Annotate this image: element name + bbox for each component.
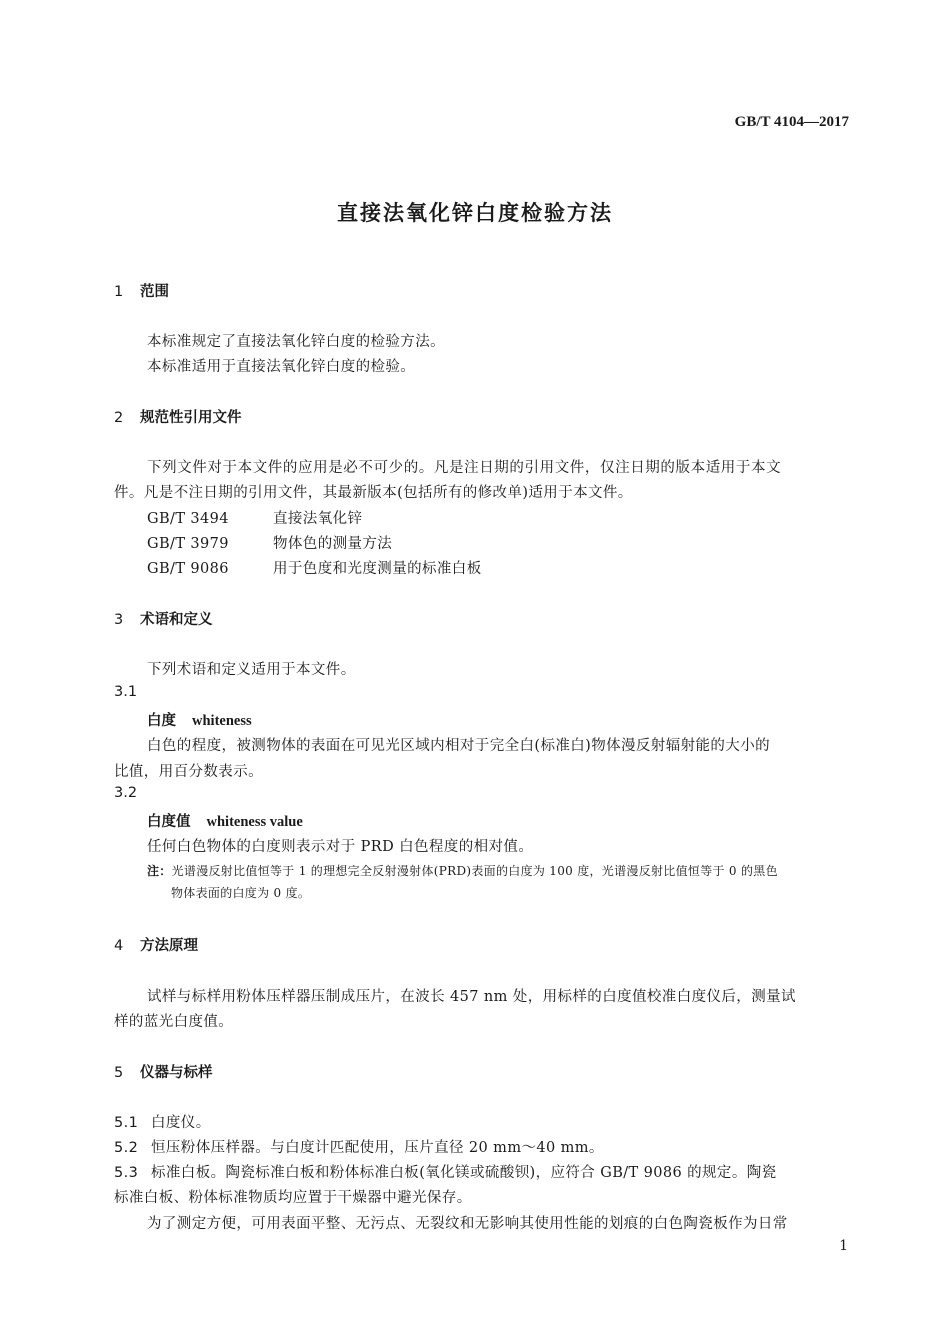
definition-line: 比值，用百分数表示。: [114, 764, 263, 780]
clause-number: 5.2: [114, 1140, 139, 1156]
term-heading: [147, 810, 303, 831]
reference-name: 直接法氧化锌: [273, 511, 363, 527]
section-1-heading: [114, 280, 169, 301]
reference-item: [147, 507, 362, 528]
clause-text: 恒压粉体压样器。与白度计匹配使用，压片直径 20 mm～40 mm。: [151, 1140, 604, 1156]
section-title: 方法原理: [140, 938, 198, 954]
paragraph: 下列术语和定义适用于本文件。: [147, 662, 356, 678]
section-number: 3: [114, 612, 124, 628]
section-4-heading: [114, 934, 198, 955]
page-number: 1: [839, 1238, 848, 1254]
term-number: 3.1: [114, 684, 138, 700]
section-number: 2: [114, 410, 124, 426]
section-number: 1: [114, 284, 124, 300]
reference-name: 用于色度和光度测量的标准白板: [273, 561, 482, 577]
term-chinese: 白度: [147, 712, 176, 729]
note-text-line2: 物体表面的白度为 0 度。: [171, 886, 311, 900]
reference-item: [147, 557, 482, 578]
clause-5-2: [114, 1136, 604, 1157]
section-5-heading: [114, 1061, 213, 1082]
reference-item: [147, 532, 392, 553]
definition: 任何白色物体的白度则表示对于 PRD 白色程度的相对值。: [147, 839, 534, 855]
section-number: 4: [114, 938, 124, 954]
clause-text-line2: 标准白板、粉体标准物质均应置于干燥器中避光保存。: [114, 1190, 472, 1206]
clause-number: 5.1: [114, 1115, 139, 1131]
section-number: 5: [114, 1065, 124, 1081]
paragraph-line: 下列文件对于本文件的应用是必不可少的。凡是注日期的引用文件，仅注日期的版本适用于本文: [147, 460, 782, 476]
note: [147, 862, 778, 879]
paragraph-line: 样的蓝光白度值。: [114, 1014, 234, 1030]
paragraph-line: 为了测定方便，可用表面平整、无污点、无裂纹和无影响其使用性能的划痕的白色陶瓷板作为日常: [147, 1216, 788, 1232]
note-label: 注：: [147, 864, 172, 878]
paragraph-line: 件。凡是不注日期的引用文件，其最新版本(包括所有的修改单)适用于本文件。: [114, 485, 633, 501]
section-title: 规范性引用文件: [140, 410, 242, 426]
term-number: 3.2: [114, 785, 138, 801]
term-chinese: 白度值: [147, 813, 191, 830]
paragraph: 本标准规定了直接法氧化锌白度的检验方法。: [147, 334, 445, 350]
reference-name: 物体色的测量方法: [273, 536, 393, 552]
clause-text: 白度仪。: [151, 1115, 211, 1131]
section-title: 术语和定义: [140, 612, 213, 628]
document-title: 直接法氧化锌白度检验方法: [337, 201, 613, 225]
clause-text: 标准白板。陶瓷标准白板和粉体标准白板(氧化镁或硫酸钡)，应符合 GB/T 9086 的规定。陶瓷: [151, 1165, 777, 1181]
reference-code: GB/T 3494: [147, 511, 229, 527]
clause-5-3: [114, 1161, 777, 1182]
term-english: whiteness: [192, 713, 252, 729]
paragraph-line: 试样与标样用粉体压样器压制成压片，在波长 457 nm 处，用标样的白度值校准白度仪后，测量试: [147, 989, 796, 1005]
clause-number: 5.3: [114, 1165, 139, 1181]
note-text: 光谱漫反射比值恒等于 1 的理想完全反射漫射体(PRD)表面的白度为 100 度，光谱漫反射比值恒等于 0 的黑色: [171, 864, 778, 878]
section-title: 范围: [140, 284, 169, 300]
term-heading: [147, 709, 252, 730]
reference-code: GB/T 3979: [147, 536, 229, 552]
paragraph: 本标准适用于直接法氧化锌白度的检验。: [147, 359, 416, 375]
section-3-heading: [114, 608, 213, 629]
section-2-heading: [114, 406, 242, 427]
standard-number: GB/T 4104—2017: [734, 114, 849, 130]
clause-5-1: [114, 1111, 211, 1132]
section-title: 仪器与标样: [140, 1065, 213, 1081]
definition-line: 白色的程度，被测物体的表面在可见光区域内相对于完全白(标准白)物体漫反射辐射能的大小的: [147, 738, 771, 754]
reference-code: GB/T 9086: [147, 561, 229, 577]
term-english: whiteness value: [206, 814, 303, 830]
